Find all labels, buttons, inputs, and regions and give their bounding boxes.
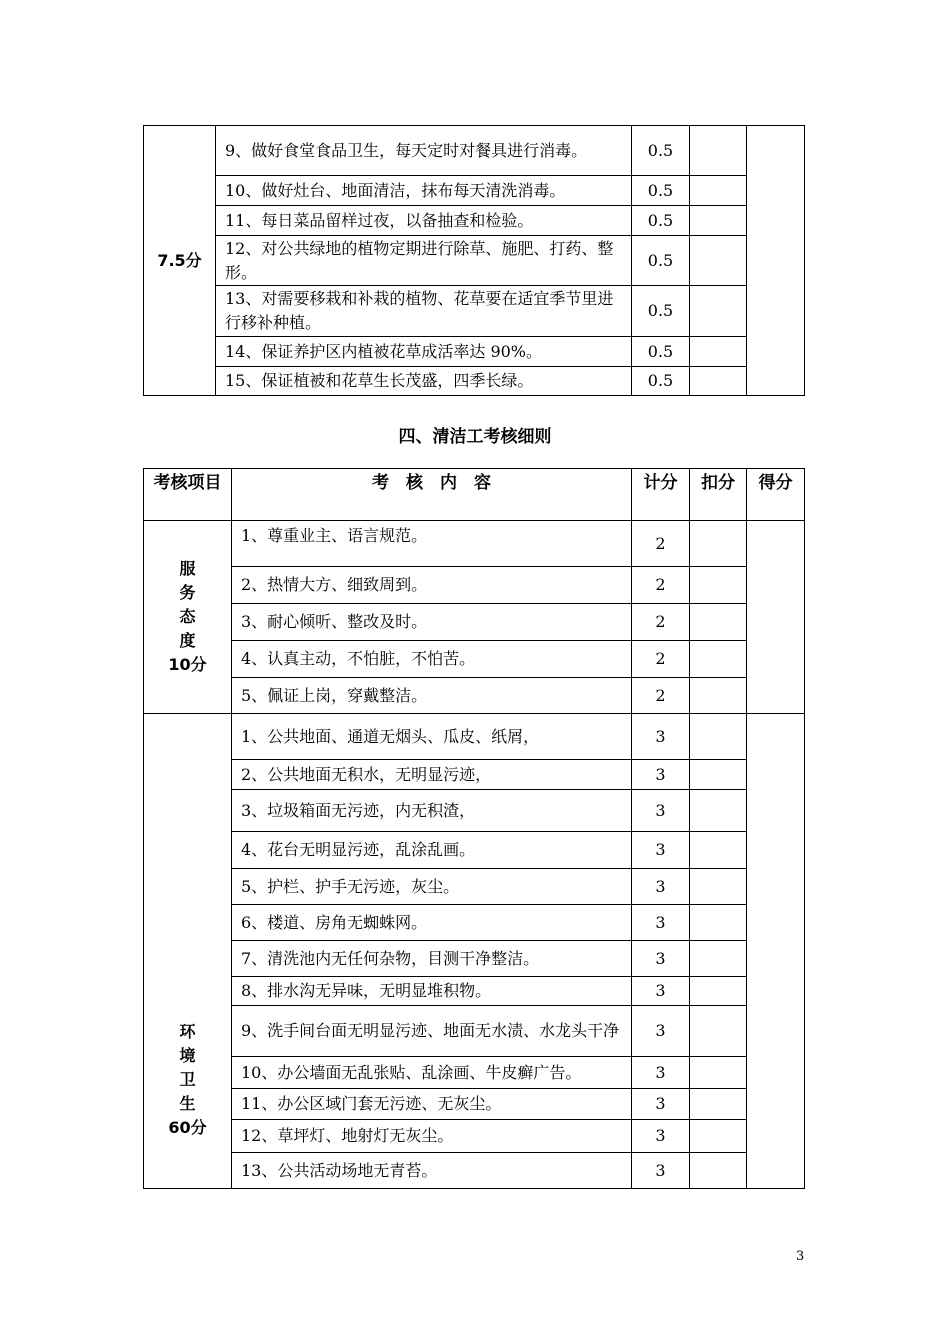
deduct-cell[interactable] (690, 286, 747, 337)
deduct-cell[interactable] (690, 337, 747, 367)
deduct-cell[interactable] (690, 790, 747, 832)
points-cell: 2 (632, 604, 690, 641)
table-row (144, 678, 805, 714)
deduct-cell[interactable] (690, 1120, 747, 1153)
points-cell: 0.5 (632, 176, 690, 206)
category-char: 境 (179, 1046, 196, 1065)
score-cell[interactable] (747, 126, 805, 396)
section-title: 四、清洁工考核细则 (398, 427, 552, 447)
table-row (144, 286, 805, 337)
table-row (144, 604, 805, 641)
assessment-content: 4、认真主动，不怕脏，不怕苦。 (232, 641, 632, 678)
assessment-content: 10、办公墙面无乱张贴、乱涂画、牛皮癣广告。 (232, 1057, 632, 1089)
table-row (144, 1120, 805, 1153)
assessment-content: 9、做好食堂食品卫生，每天定时对餐具进行消毒。 (216, 126, 632, 176)
page-number: 3 (796, 1249, 805, 1264)
deduct-cell[interactable] (690, 126, 747, 176)
assessment-content: 1、公共地面、通道无烟头、瓜皮、纸屑， (232, 714, 632, 760)
category-char: 度 (179, 631, 196, 650)
table-row (144, 367, 805, 396)
points-cell: 2 (632, 678, 690, 714)
deduct-cell[interactable] (690, 641, 747, 678)
table-row (144, 869, 805, 905)
table-row (144, 790, 805, 832)
header-score: 得分 (747, 469, 805, 521)
points-cell: 0.5 (632, 126, 690, 176)
deduct-cell[interactable] (690, 236, 747, 286)
deduct-cell[interactable] (690, 760, 747, 790)
assessment-content: 9、洗手间台面无明显污迹、地面无水渍、水龙头干净 (232, 1006, 632, 1057)
points-cell: 0.5 (632, 236, 690, 286)
category-label (168, 557, 206, 677)
deduct-cell[interactable] (690, 206, 747, 236)
deduct-cell[interactable] (690, 567, 747, 604)
assessment-content: 5、佩证上岗，穿戴整洁。 (232, 678, 632, 714)
greening-canteen-table (143, 125, 805, 396)
category-score: 60分 (168, 1118, 207, 1137)
category-cell-hygiene (144, 714, 232, 1189)
table-row (144, 1057, 805, 1089)
points-cell: 2 (632, 641, 690, 678)
category-score: 10分 (168, 655, 207, 674)
assessment-content: 12、对公共绿地的植物定期进行除草、施肥、打药、整形。 (216, 236, 632, 286)
assessment-content: 8、排水沟无异味，无明显堆积物。 (232, 977, 632, 1006)
assessment-content: 1、尊重业主、语言规范。 (232, 521, 632, 567)
points-cell: 3 (632, 832, 690, 869)
score-cell[interactable] (747, 714, 805, 1189)
points-cell: 2 (632, 521, 690, 567)
table-row (144, 1089, 805, 1120)
table-row (144, 714, 805, 760)
points-cell: 3 (632, 869, 690, 905)
assessment-content: 3、垃圾箱面无污迹，内无积渣， (232, 790, 632, 832)
points-cell: 3 (632, 1057, 690, 1089)
category-char: 态 (179, 607, 196, 626)
deduct-cell[interactable] (690, 1006, 747, 1057)
category-char: 生 (179, 1094, 196, 1113)
header-content: 考 核 内 容 (232, 469, 632, 521)
assessment-content: 11、每日菜品留样过夜，以备抽查和检验。 (216, 206, 632, 236)
category-cell: 7.5分 (144, 126, 216, 396)
header-item: 考核项目 (144, 469, 232, 521)
assessment-content: 4、花台无明显污迹，乱涂乱画。 (232, 832, 632, 869)
points-cell: 0.5 (632, 286, 690, 337)
table-row (144, 832, 805, 869)
points-cell: 3 (632, 760, 690, 790)
table-row (144, 337, 805, 367)
points-cell: 0.5 (632, 367, 690, 396)
deduct-cell[interactable] (690, 1057, 747, 1089)
table-row (144, 567, 805, 604)
deduct-cell[interactable] (690, 714, 747, 760)
category-cell-service (144, 521, 232, 714)
deduct-cell[interactable] (690, 367, 747, 396)
assessment-content: 12、草坪灯、地射灯无灰尘。 (232, 1120, 632, 1153)
assessment-content: 5、护栏、护手无污迹，灰尘。 (232, 869, 632, 905)
deduct-cell[interactable] (690, 869, 747, 905)
category-char: 务 (179, 583, 196, 602)
table-row (144, 1153, 805, 1189)
header-row (144, 469, 805, 521)
points-cell: 3 (632, 905, 690, 941)
assessment-content: 13、对需要移栽和补栽的植物、花草要在适宜季节里进行移补种植。 (216, 286, 632, 337)
assessment-content: 10、做好灶台、地面清洁，抹布每天清洗消毒。 (216, 176, 632, 206)
table-row (144, 905, 805, 941)
deduct-cell[interactable] (690, 1153, 747, 1189)
table-row (144, 941, 805, 977)
deduct-cell[interactable] (690, 905, 747, 941)
category-char: 环 (179, 1022, 196, 1041)
table-row (144, 641, 805, 678)
points-cell: 3 (632, 1120, 690, 1153)
table-row (144, 1006, 805, 1057)
points-cell: 3 (632, 790, 690, 832)
table-row (144, 977, 805, 1006)
table-row (144, 236, 805, 286)
table-row (144, 176, 805, 206)
cleaner-assessment-table (143, 468, 805, 1189)
table-row (144, 126, 805, 176)
points-cell: 3 (632, 1153, 690, 1189)
deduct-cell[interactable] (690, 977, 747, 1006)
table-row (144, 760, 805, 790)
header-points: 计分 (632, 469, 690, 521)
score-cell[interactable] (747, 521, 805, 714)
assessment-content: 15、保证植被和花草生长茂盛，四季长绿。 (216, 367, 632, 396)
assessment-content: 11、办公区域门套无污迹、无灰尘。 (232, 1089, 632, 1120)
assessment-content: 13、公共活动场地无青苔。 (232, 1153, 632, 1189)
table-row (144, 206, 805, 236)
points-cell: 0.5 (632, 337, 690, 367)
deduct-cell[interactable] (690, 678, 747, 714)
points-cell: 0.5 (632, 206, 690, 236)
category-char: 卫 (179, 1070, 196, 1089)
deduct-cell[interactable] (690, 941, 747, 977)
points-cell: 3 (632, 941, 690, 977)
points-cell: 3 (632, 977, 690, 1006)
points-cell: 2 (632, 567, 690, 604)
assessment-content: 2、热情大方、细致周到。 (232, 567, 632, 604)
assessment-content: 3、耐心倾听、整改及时。 (232, 604, 632, 641)
header-deduct: 扣分 (690, 469, 747, 521)
deduct-cell[interactable] (690, 832, 747, 869)
assessment-content: 6、楼道、房角无蜘蛛网。 (232, 905, 632, 941)
deduct-cell[interactable] (690, 604, 747, 641)
points-cell: 3 (632, 714, 690, 760)
category-char: 服 (179, 559, 196, 578)
assessment-content: 14、保证养护区内植被花草成活率达 90%。 (216, 337, 632, 367)
points-cell: 3 (632, 1089, 690, 1120)
deduct-cell[interactable] (690, 176, 747, 206)
category-label (168, 1020, 206, 1140)
assessment-content: 7、清洗池内无任何杂物，目测干净整洁。 (232, 941, 632, 977)
deduct-cell[interactable] (690, 1089, 747, 1120)
deduct-cell[interactable] (690, 521, 747, 567)
points-cell: 3 (632, 1006, 690, 1057)
table-row (144, 521, 805, 567)
assessment-content: 2、公共地面无积水，无明显污迹， (232, 760, 632, 790)
